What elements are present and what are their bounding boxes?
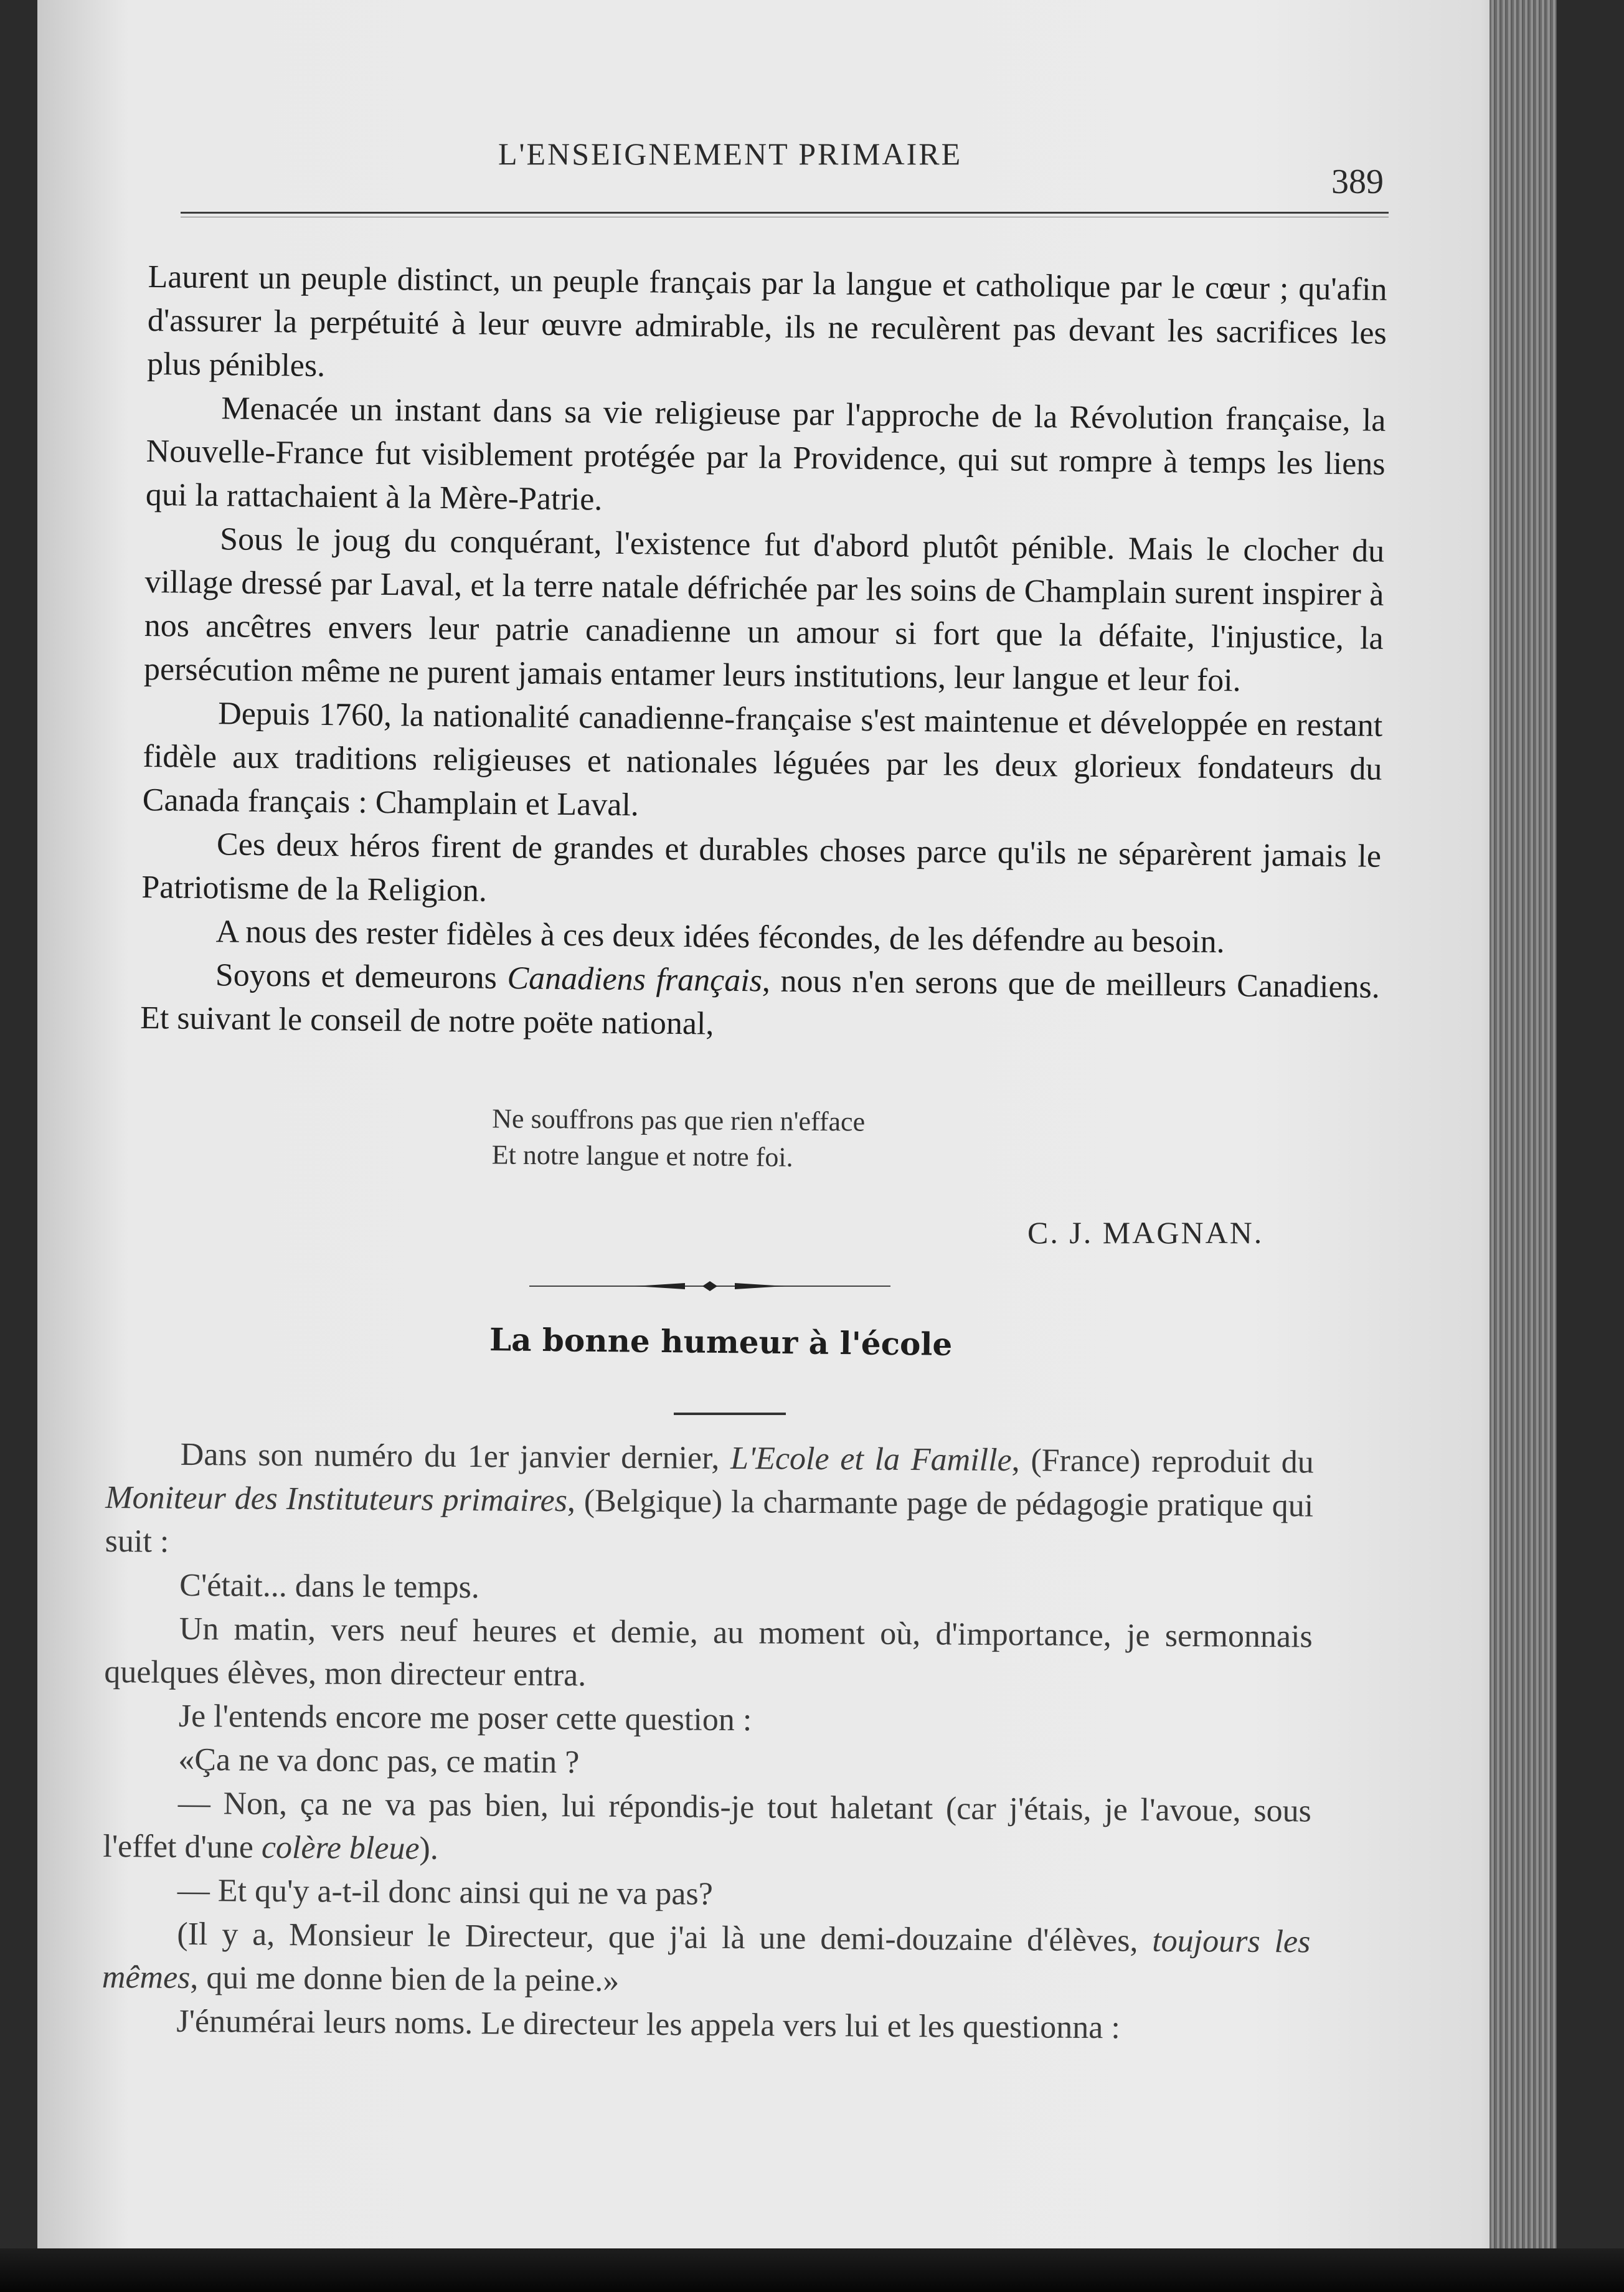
text-run: , (France) reproduit du	[1011, 1442, 1314, 1480]
italic-phrase: colère bleue	[261, 1829, 420, 1867]
italic-title: L'Ecole et la Famille	[730, 1441, 1012, 1479]
paragraph: «Ça ne va donc pas, ce matin ?	[178, 1741, 580, 1781]
paragraph: A nous des rester fidèles à ces deux idées fécondes, de les défendre au besoin.	[215, 914, 1225, 960]
article-continuation	[140, 255, 1387, 1053]
text-run: ).	[419, 1830, 439, 1867]
running-head: L'ENSEIGNEMENT PRIMAIRE	[498, 136, 963, 171]
book-page	[37, 0, 1557, 2292]
paragraph: Un matin, vers neuf heures et demie, au moment où, d'importance, je sermonnais quelques élèves, mon directeur entra.	[104, 1611, 1313, 1693]
paragraph-closing	[140, 953, 1380, 1053]
text-run: — Non, ça ne va pas bien, lui répondis-je tout haletant (car j'étais, je l'avoue, sous l'effet d'une	[103, 1785, 1312, 1865]
paragraph: Je l'entends encore me poser cette question :	[178, 1698, 752, 1738]
page-number: 389	[1331, 163, 1384, 201]
paragraph: — Et qu'y a-t-il donc ainsi qui ne va pas?	[177, 1872, 713, 1912]
section-title: La bonne humeur à l'école	[489, 1321, 953, 1363]
verse-quote	[492, 1101, 866, 1176]
paragraph-intro	[105, 1432, 1314, 1572]
ornament-divider	[529, 1280, 890, 1292]
author-signature: C. J. MAGNAN.	[1027, 1215, 1264, 1250]
verse-line: Ne souffrons pas que rien n'efface	[492, 1103, 866, 1137]
paragraph: Sous le joug du conquérant, l'existence fut d'abord plutôt pénible. Mais le clocher du village dressé par Laval, et la terre natale défrichée par les soins de Champlain surent inspirer à nos ancêtres envers leur patrie canadienne un amour si fort que la défaite, l'injustice, la persécution même ne purent jamais entamer leurs institutions, leur langue et leur foi.	[143, 521, 1385, 699]
text-run: , (Belgique) la charmante page de pédagogie pratique qui suit :	[105, 1483, 1314, 1560]
scan-border	[0, 2248, 1624, 2292]
paragraph: C'était... dans le temps.	[179, 1567, 480, 1606]
text-run: (Il y a, Monsieur le Directeur, que j'ai là une demi-douzaine d'élèves,	[177, 1916, 1153, 1959]
paragraph	[102, 1912, 1311, 2008]
paragraph: J'énumérai leurs noms. Le directeur les appela vers lui et les questionna :	[176, 2003, 1121, 2046]
verse-line: Et notre langue et notre foi.	[491, 1139, 793, 1173]
text-run: Dans son numéro du 1er janvier dernier,	[180, 1436, 731, 1477]
paragraph: Depuis 1760, la nationalité canadienne-française s'est maintenue et développée en restant fidèle aux traditions religieuses et nationales léguées par les deux glorieux fondateurs du Canada français : Champlain et Laval.	[142, 696, 1383, 823]
italic-title: Moniteur des Instituteurs primaires	[105, 1479, 568, 1519]
text-run: , qui me donne bien de la peine.»	[190, 1959, 620, 1999]
page-edge	[1489, 0, 1557, 2292]
article-body	[102, 1432, 1314, 2052]
paragraph: Menacée un instant dans sa vie religieuse par l'approche de la Révolution française, la Nouvelle-France fut visiblement protégée par la Providence, qui sut rompre à temps les liens qui la rattachaient à la Mère-Patrie.	[145, 391, 1386, 518]
italic-phrase: Canadiens français	[507, 960, 763, 999]
paragraph	[103, 1781, 1311, 1877]
text-run: Soyons et demeurons	[215, 957, 507, 997]
paragraph: Laurent un peuple distinct, un peuple français par la langue et catholique par le cœur ; qu'afin d'assurer la perpétuité à leur œuvre admirable, ils ne reculèrent pas devant les sacrifices les plus pénibles.	[146, 258, 1387, 384]
header-rule	[181, 212, 1389, 214]
paragraph: Ces deux héros firent de grandes et durables choses parce qu'ils ne séparèrent jamais le Patriotisme de la Religion.	[141, 826, 1382, 909]
title-rule	[674, 1413, 786, 1415]
text-run: , nous n'en serons que de meilleurs Canadiens. Et suivant le conseil de notre poëte national,	[139, 963, 1381, 1042]
italic-phrase: toujours les mêmes	[102, 1923, 1311, 1996]
